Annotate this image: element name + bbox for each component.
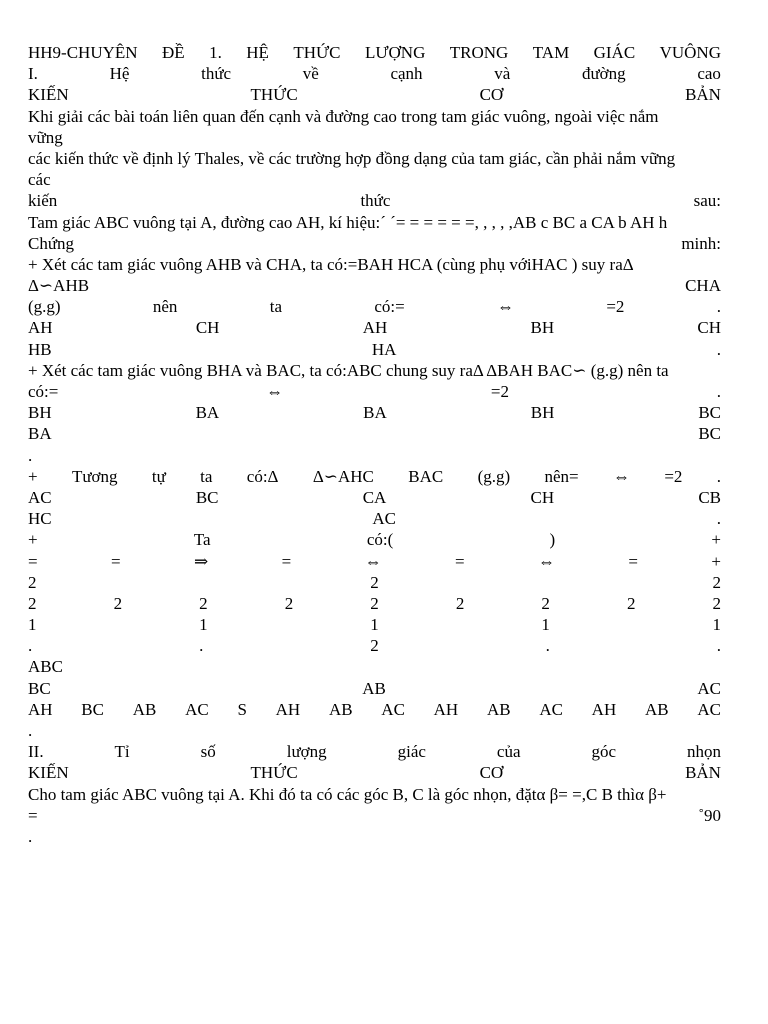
text-word: có:Δ — [246, 466, 279, 486]
text-word: (g.g) — [477, 466, 511, 486]
text-word: HH9-CHUYÊN — [28, 43, 138, 62]
text-word: . — [716, 382, 721, 401]
text-line — [28, 423, 721, 444]
text-line — [28, 275, 721, 296]
text-word: CH — [697, 318, 721, 338]
text-word: ⇒ — [193, 551, 209, 571]
text-word: ⇔ — [537, 551, 555, 571]
text-word: 2 — [28, 593, 37, 613]
text-word: Ta — [193, 530, 211, 550]
text-word: 2 — [541, 593, 550, 613]
text-word: BAC — [408, 466, 444, 486]
text-line — [28, 635, 721, 656]
text-word: AH — [28, 699, 53, 719]
text-word: + — [711, 530, 721, 550]
text-word: có:= — [374, 297, 405, 317]
text-word: (g.g) — [28, 297, 61, 317]
text-word: THỨC — [250, 85, 298, 105]
text-line — [28, 190, 721, 211]
text-word: BC — [28, 678, 51, 698]
text-word: minh: — [681, 233, 721, 253]
text-word: ta — [200, 466, 213, 486]
text-word: AB — [486, 699, 511, 719]
text-word: =2 — [606, 297, 625, 317]
text-line — [28, 169, 721, 190]
text-line — [28, 762, 721, 783]
text-word: HA — [371, 339, 397, 359]
text-word: 2 — [455, 593, 465, 613]
text-word: ⇔ — [266, 382, 284, 401]
text-word: BA — [195, 403, 220, 423]
text-word: AC — [697, 699, 721, 719]
text-line — [28, 551, 721, 572]
text-word: LƯỢNG — [364, 43, 426, 62]
text-word: Hệ — [109, 64, 130, 84]
text-word: BH — [530, 403, 555, 423]
text-word: kiến — [28, 191, 58, 211]
text-line — [28, 826, 721, 847]
text-line — [28, 296, 721, 317]
text-word: và — [494, 64, 511, 84]
text-word: ⇔ — [497, 297, 515, 317]
text-word: sau: — [693, 191, 721, 211]
text-word: Tương — [71, 466, 118, 486]
text-line — [28, 106, 721, 127]
text-word: CH — [530, 487, 555, 507]
text-word: . — [545, 636, 550, 656]
text-word: BA — [28, 424, 52, 444]
text-word: ) — [549, 530, 556, 550]
text-line — [28, 466, 721, 487]
text-word: KIẾN — [28, 763, 69, 783]
text-word: GIÁC — [593, 43, 636, 62]
text-line — [28, 805, 721, 826]
text-word: thức — [201, 64, 232, 84]
text-word: Tam giác ABC vuông tại A, đường cao AH, kí hiệu:´ ´= = = = = =, , , , ,AB c BC a CA b AH h — [28, 212, 668, 232]
text-word: CH — [195, 318, 220, 338]
text-word: BC — [698, 424, 721, 444]
text-word: Cho tam giác ABC vuông tại A. Khi đó ta có các góc B, C là góc nhọn, đặtα β= =,C B thìα β+ — [28, 784, 667, 804]
text-word: nhọn — [687, 742, 721, 762]
text-word: = — [28, 805, 38, 825]
text-line — [28, 741, 721, 762]
text-word: đường — [581, 64, 626, 84]
text-word: AB — [132, 699, 157, 719]
text-word: 1. — [209, 43, 222, 62]
text-word: AB — [644, 699, 669, 719]
text-word: BC — [195, 487, 219, 507]
text-word: AH — [28, 318, 53, 338]
text-word: CƠ — [479, 763, 504, 783]
text-word: BH — [28, 403, 52, 423]
text-word: 1 — [28, 615, 37, 635]
text-word: ˚90 — [698, 805, 721, 825]
text-line — [28, 529, 721, 550]
text-word: BH — [530, 318, 555, 338]
text-line — [28, 487, 721, 508]
text-word: AC — [185, 699, 209, 719]
text-word: ABC — [28, 657, 63, 677]
text-word: vững — [28, 127, 63, 147]
text-word: của — [496, 742, 521, 762]
text-word: số — [200, 742, 216, 762]
text-word: HỆ — [246, 43, 269, 62]
text-word: = — [28, 551, 38, 571]
text-line — [28, 699, 721, 720]
text-line — [28, 254, 721, 275]
text-word: AC — [697, 678, 721, 698]
text-word: 2 — [284, 593, 294, 613]
text-word: = — [628, 551, 638, 571]
text-word: nên — [152, 297, 178, 317]
text-word: Chứng — [28, 233, 75, 253]
text-word: . — [716, 297, 721, 317]
text-line — [28, 233, 721, 254]
text-word: VUÔNG — [659, 43, 721, 62]
text-word: AB — [328, 699, 353, 719]
text-word: + — [28, 530, 38, 550]
text-word: BC — [698, 403, 721, 423]
text-word: ĐỀ — [161, 43, 185, 62]
text-word: II. — [28, 742, 44, 762]
text-line — [28, 84, 721, 105]
text-line — [28, 720, 721, 741]
text-word: 2 — [626, 593, 636, 613]
text-word: Δ∽AHB — [28, 276, 90, 296]
text-word: 1 — [541, 615, 550, 635]
text-word: . — [716, 509, 721, 529]
text-word: HB — [28, 339, 52, 359]
text-word: . — [716, 466, 721, 486]
text-word: AC — [539, 699, 563, 719]
text-line — [28, 402, 721, 423]
text-word: 2 — [113, 593, 123, 613]
text-word: BA — [363, 403, 387, 423]
text-word: THỨC — [293, 43, 341, 62]
text-word: + Xét các tam giác vuông AHB và CHA, ta có:=BAH HCA (cùng phụ vớiHAC ) suy raΔ — [28, 254, 634, 274]
text-word: AH — [275, 699, 301, 719]
text-word: AH — [362, 318, 388, 338]
text-word: ta — [269, 297, 283, 317]
text-word: AH — [433, 699, 459, 719]
text-word: AC — [381, 699, 405, 719]
text-line — [28, 127, 721, 148]
text-line — [28, 614, 721, 635]
text-word: THỨC — [250, 763, 298, 783]
text-word: CA — [362, 487, 387, 507]
text-word: ⇔ — [612, 466, 630, 486]
text-word: cao — [697, 64, 721, 84]
text-word: . — [199, 636, 204, 656]
text-word: Δ∽AHC — [312, 466, 374, 486]
text-word: + — [711, 551, 721, 571]
text-word: 2 — [370, 572, 379, 592]
text-word: lượng — [286, 742, 327, 762]
text-line — [28, 339, 721, 360]
text-word: 2 — [712, 572, 721, 592]
text-word: ⇔ — [364, 551, 382, 571]
text-word: 1 — [712, 615, 721, 635]
text-word: KIẾN — [28, 85, 69, 105]
text-line — [28, 572, 721, 593]
text-word: = — [454, 551, 465, 571]
text-line — [28, 148, 721, 169]
text-word: 1 — [199, 615, 208, 635]
text-word: CHA — [685, 276, 721, 296]
text-word: HC — [28, 509, 52, 529]
text-word: I. — [28, 64, 38, 84]
text-line — [28, 381, 721, 402]
text-word: tự — [151, 466, 166, 486]
text-line — [28, 317, 721, 338]
text-line — [28, 784, 721, 805]
text-word: 2 — [370, 593, 379, 613]
text-word: + Xét các tam giác vuông BHA và BAC, ta có:ABC chung suy raΔ ΔBAH BAC∽ (g.g) nên ta — [28, 360, 669, 380]
text-word: AC — [28, 487, 52, 507]
text-word: BẢN — [685, 763, 721, 783]
text-word: BẢN — [685, 85, 721, 105]
text-word: S — [237, 699, 247, 719]
text-word: về — [302, 64, 319, 84]
text-word: cạnh — [390, 64, 423, 84]
text-word: CB — [698, 487, 721, 507]
text-word: =2 — [664, 466, 683, 486]
text-word: . — [716, 636, 721, 656]
text-line — [28, 678, 721, 699]
text-line — [28, 593, 721, 614]
text-word: nên= — [544, 466, 579, 486]
text-word: + — [28, 466, 38, 486]
text-word: . — [716, 339, 721, 359]
text-word: AH — [591, 699, 617, 719]
text-word: 2 — [199, 593, 208, 613]
text-word: . — [28, 636, 33, 656]
text-word: góc — [591, 742, 617, 762]
text-word: 2 — [370, 636, 379, 656]
text-word: 1 — [370, 615, 379, 635]
text-word: TAM — [532, 43, 570, 62]
text-word: BC — [81, 699, 104, 719]
text-word: = — [110, 551, 121, 571]
text-word: = — [281, 551, 292, 571]
text-word: Khi giải các bài toán liên quan đến cạnh và đường cao trong tam giác vuông, ngoài việc nắm — [28, 106, 659, 126]
text-line — [28, 508, 721, 529]
text-word: AC — [372, 509, 396, 529]
text-line — [28, 656, 721, 677]
text-word: giác — [397, 742, 426, 762]
text-line — [28, 360, 721, 381]
text-line — [28, 445, 721, 466]
text-word: có:( — [366, 530, 394, 550]
text-word: =2 — [490, 382, 509, 401]
text-line — [28, 212, 721, 233]
text-word: các — [28, 170, 51, 190]
text-word: có:= — [28, 382, 59, 401]
text-word: Tỉ — [114, 742, 130, 762]
text-word: CƠ — [479, 85, 504, 105]
text-word: . — [28, 826, 33, 846]
text-word: 2 — [28, 572, 37, 592]
text-word: TRONG — [449, 43, 509, 62]
text-word: . — [28, 445, 33, 465]
text-line — [28, 42, 721, 63]
text-word: AB — [362, 678, 386, 698]
text-word: thức — [360, 191, 391, 211]
text-line — [28, 63, 721, 84]
text-word: các kiến thức về định lý Thales, về các trường hợp đồng dạng của tam giác, cần phải nắm vững — [28, 148, 676, 168]
document-page — [28, 42, 721, 847]
text-word: 2 — [712, 593, 721, 613]
text-word: . — [28, 721, 33, 740]
